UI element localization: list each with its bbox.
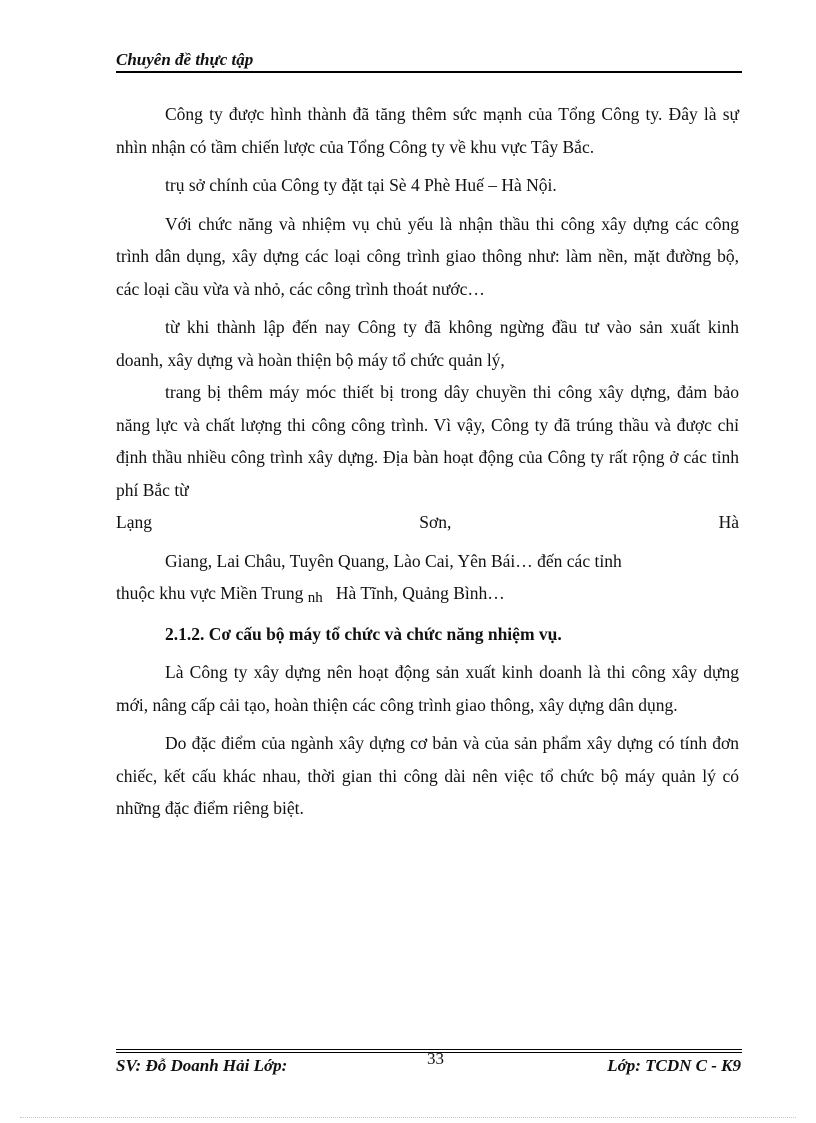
page-footer <box>116 1049 741 1078</box>
header-title: Chuyên đề thực tập <box>116 50 254 69</box>
paragraph-6-line-1: Giang, Lai Châu, Tuyên Quang, Lào Cai, Yên Bái… đến các tỉnh <box>165 550 622 571</box>
paragraph-6-text-b: Hà Tĩnh, Quảng Bình… <box>335 583 505 603</box>
paragraph-1: Công ty được hình thành đã tăng thêm sức mạnh của Tổng Công ty. Đây là sự nhìn nhận có tầm chiến lược của Tổng Công ty về khu vực Tây Bắc. <box>116 104 739 157</box>
paragraph-3: Với chức năng và nhiệm vụ chủ yếu là nhận thầu thi công xây dựng các công trình dân dụng, xây dựng các loại công trình giao thông như: làm nền, mặt đường bộ, các loại cầu vừa và nhỏ, các công trình thoát nước… <box>116 213 739 299</box>
paragraph-5: trang bị thêm máy móc thiết bị trong dây chuyền thi công xây dựng, đảm bảo năng lực và chất lượng thi công công trình. Vì vậy, Công ty đã trúng thầu và được chỉ định thầu nhiều công trình xây dựng. Địa bàn hoạt động của Công ty rất rộng ở các tỉnh phí Bắc từ <box>116 382 739 500</box>
footer-class: Lớp: TCDN C - K9 <box>607 1056 741 1075</box>
paragraph-6-small-text: nh <box>307 590 323 606</box>
word-lang: Lạng <box>116 512 152 532</box>
paragraph-5-last-line <box>116 506 739 539</box>
word-ha: Hà <box>718 512 739 532</box>
word-son: Sơn, <box>419 512 452 532</box>
page-number: 33 <box>427 1049 444 1068</box>
paragraph-6-text-a: thuộc khu vực Miền Trung <box>116 583 304 603</box>
paragraph-4: từ khi thành lập đến nay Công ty đã không ngừng đầu tư vào sản xuất kinh doanh, xây dựng và hoàn thiện bộ máy tổ chức quản lý, <box>116 317 739 370</box>
header-rule <box>116 71 742 73</box>
page-edge-divider <box>20 1117 796 1118</box>
footer-student: SV: Đỗ Doanh Hải Lớp: <box>116 1056 288 1075</box>
paragraph-8: Do đặc điểm của ngành xây dựng cơ bản và của sản phẩm xây dựng có tính đơn chiếc, kết cấu khác nhau, thời gian thi công dài nên việc tổ chức bộ máy quản lý có những đặc điểm riêng biệt. <box>116 733 739 818</box>
page-header <box>116 50 741 72</box>
paragraph-6-line-2 <box>116 577 739 612</box>
paragraph-2: trụ sở chính của Công ty đặt tại Sè 4 Phè Huế – Hà Nội. <box>165 175 557 195</box>
document-body <box>116 98 739 831</box>
paragraph-7: Là Công ty xây dựng nên hoạt động sản xuất kinh doanh là thi công xây dựng mới, nâng cấp cải tạo, hoàn thiện các công trình giao thông, xây dựng dân dụng. <box>116 662 739 715</box>
section-heading: 2.1.2. Cơ cấu bộ máy tổ chức và chức năng nhiệm vụ. <box>165 623 562 644</box>
